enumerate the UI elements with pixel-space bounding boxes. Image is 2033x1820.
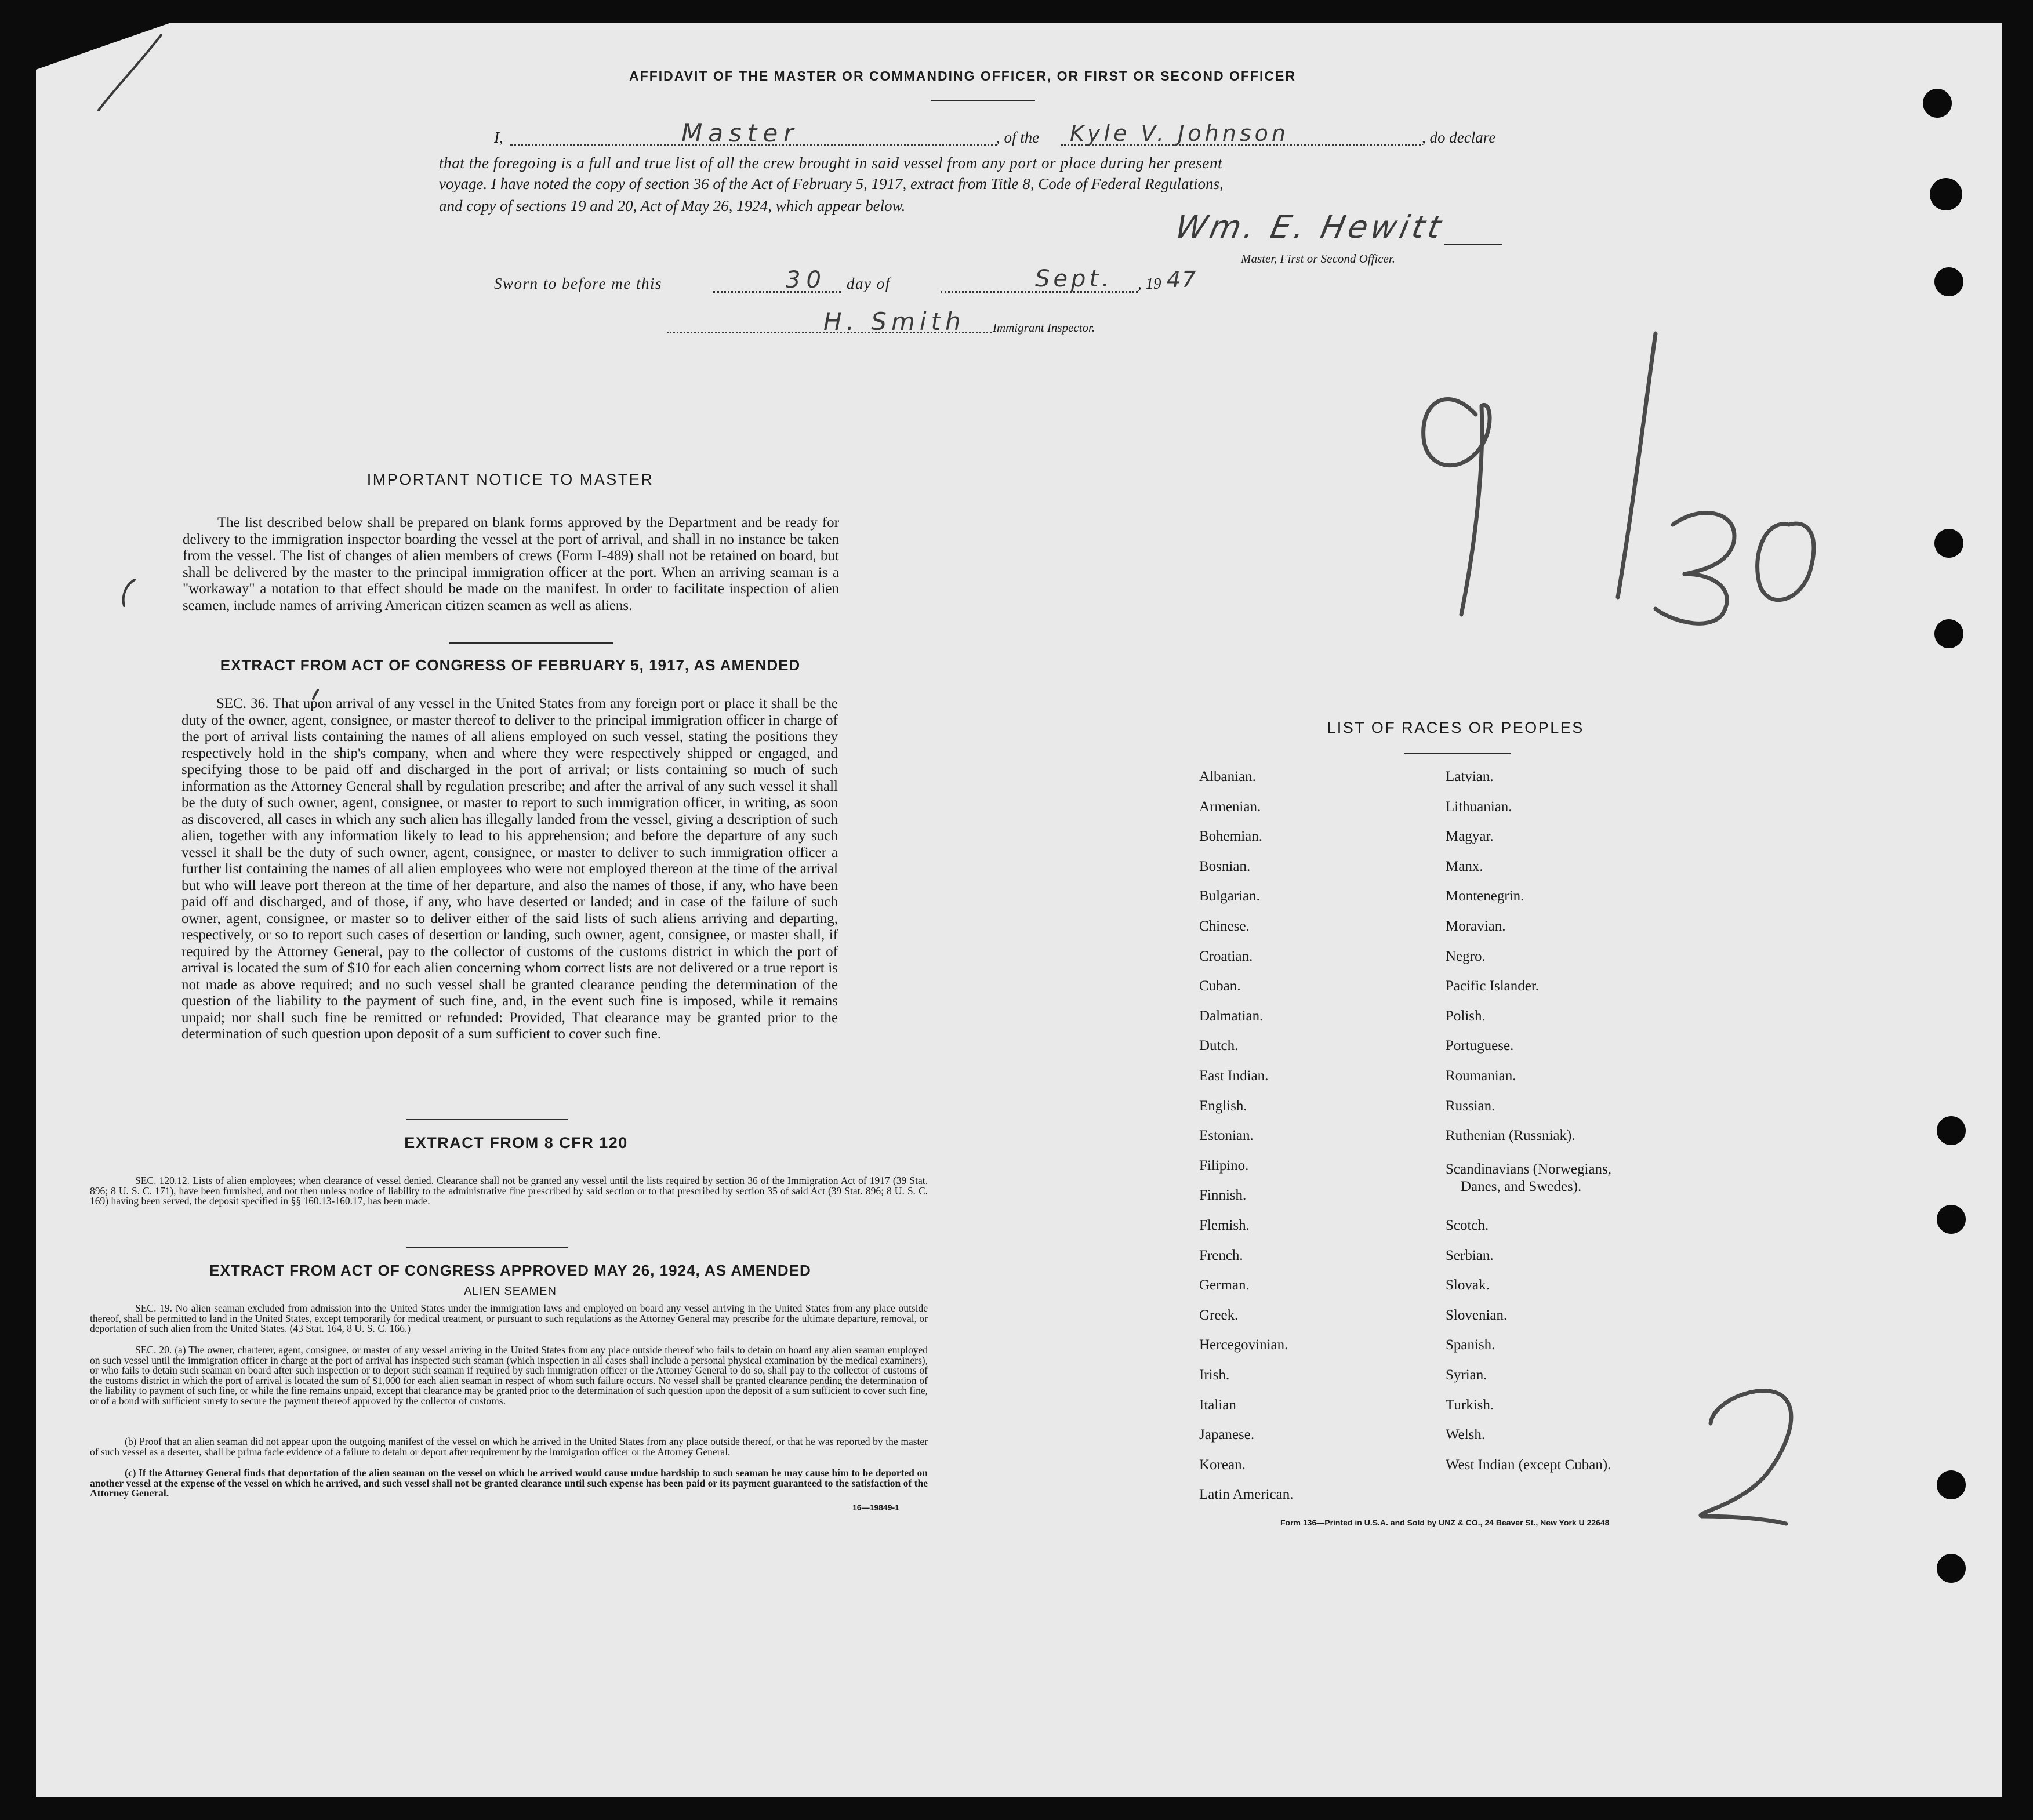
race-item: Slovak. [1446,1277,1490,1294]
race-item: Ruthenian (Russniak). [1446,1128,1575,1144]
extract1917-rule [406,1119,568,1120]
punch-hole [1934,529,1963,558]
punch-hole [1934,267,1963,296]
race-item: Roumanian. [1446,1068,1516,1084]
race-item: Bulgarian. [1199,888,1260,904]
race-item: Magyar. [1446,829,1494,845]
notice-rule [449,642,613,644]
race-item: Manx. [1446,858,1483,874]
sworn-day-field: 30 [786,267,827,293]
extract1924-form-code: 16—19849-1 [852,1503,899,1512]
extract1924-subheading: ALIEN SEAMEN [464,1285,557,1298]
sworn-prefix: Sworn to before me this [494,275,662,292]
punch-hole [1937,1205,1966,1234]
race-item: Dutch. [1199,1038,1239,1054]
punch-hole [1937,1554,1966,1583]
of-the-label: , of the [996,129,1040,146]
extract1924-sec20b: (b) Proof that an alien seaman did not appear upon the outgoing manifest of the vessel on which he arrived in the United States from any place outside thereof, or that he was reported by the master of such vessel as a deserter, shall be prima facie evidence of a failure to detain or deport after requirement by the immigration officer or the Attorney General. [90,1436,928,1458]
race-item: Filipino. [1199,1157,1249,1174]
race-item: Finnish. [1199,1187,1247,1204]
extract-cfr-rule [406,1247,568,1248]
race-item: Russian. [1446,1098,1495,1114]
race-item: Montenegrin. [1446,888,1524,904]
race-item: Moravian. [1446,918,1506,934]
race-item: Italian [1199,1397,1236,1413]
race-item: Turkish. [1446,1397,1494,1413]
race-item: Scandinavians (Norwegians, [1446,1161,1612,1177]
race-item: Greek. [1199,1307,1239,1323]
punch-hole [1934,619,1963,648]
race-item: Hercegovinian. [1199,1337,1288,1353]
race-item: Latvian. [1446,769,1494,784]
race-item: Pacific Islander. [1446,978,1540,994]
race-item: West Indian (except Cuban). [1446,1456,1611,1473]
affidavit-body-line3: voyage. I have noted the copy of section 36 of the Act of February 5, 1917, extract from Title 8, Code of Federal Regulations, [439,175,1224,192]
race-item: Polish. [1446,1008,1486,1024]
affidavit-heading: AFFIDAVIT OF THE MASTER OR COMMANDING OFFICER, OR FIRST OR SECOND OFFICER [629,68,1296,83]
inspector-signature: H. Smith [823,307,965,336]
affidavit-body-line4: and copy of sections 19 and 20, Act of May 26, 1924, which appear below. [439,197,906,215]
notice-heading: IMPORTANT NOTICE TO MASTER [366,471,654,488]
race-item: Armenian. [1199,798,1261,815]
races-heading: LIST OF RACES OR PEOPLES [1327,719,1584,736]
extract1924-heading: EXTRACT FROM ACT OF CONGRESS APPROVED MAY 26, 1924, AS AMENDED [209,1262,811,1279]
master-signature: Wm. E. Hewitt [1172,209,1448,245]
race-item: Flemish. [1199,1218,1250,1233]
extract1924-sec20a: SEC. 20. (a) The owner, charterer, agent, consignee, or master of any vessel arriving in the United States from any place outside thereof who fails to detain on board any alien seaman employed on such vessel until the immigration officer in charge at the port of arrival has inspected such seaman (which inspection in all cases shall include a personal physical examination by the medical examiners), or who fails to detain such seaman on board after such inspection or to deport such seaman if required by such immigration officer or the Attorney General to do so, shall pay to the collector of customs of the customs district in which the port of arrival is located the sum of $1,000 for each alien seaman in respect of whom such failure occurs. No vessel shall be granted clearance pending the determination of the liability to payment of such fine, or while the fine remains unpaid, except that clearance may be granted prior to the determination of such question upon the deposit of a sum sufficient to cover such fine, or of a bond with sufficient surety to secure the payment thereof approved by the collector of customs. [90,1344,928,1407]
race-item: Spanish. [1446,1337,1495,1353]
race-item: Irish. [1199,1367,1230,1383]
race-item: Serbian. [1446,1247,1494,1263]
inspector-caption: Immigrant Inspector. [993,321,1095,335]
race-item: Chinese. [1199,918,1250,934]
extract1924-sec20c: (c) If the Attorney General finds that deportation of the alien seaman on the vessel on which he arrived would cause undue hardship to such seaman he may cause him to be deported on another vessel at the expense of the vessel on which he arrived, and such vessel shall not be granted clearance until such expense has been paid or its payment guaranteed to the satisfaction of the Attorney General. [90,1467,928,1499]
affidavit-prefix: I, [494,129,503,146]
race-item: Portuguese. [1446,1038,1514,1054]
race-item: Scotch. [1446,1218,1489,1233]
race-item: Negro. [1446,948,1486,964]
race-item-continuation: Danes, and Swedes). [1461,1179,1582,1194]
race-item: Lithuanian. [1446,798,1512,815]
sworn-month-field: Sept. [1035,266,1113,292]
do-declare-label: , do declare [1422,129,1496,146]
punch-hole [1937,1470,1966,1499]
extract1917-text: SEC. 36. That upon arrival of any vessel in the United States from any foreign port or place it shall be the duty of the owner, agent, consignee, or master thereof to deliver to the principal immigration officer in charge of the port of arrival lists containing the names of all aliens employed on such vessel, stating the positions they respectively hold in the ship's company, when and where they were respectively shipped or engaged, and specifying those to be paid off and discharged in the port of arrival; or lists containing so much of such information as the Attorney General shall by regulation prescribe; and after the arrival of any such vessel it shall be the duty of such owner, agent, consignee, or master to report to such immigration officer, in writing, as soon as discovered, all cases in which any such alien has illegally landed from the vessel, giving a description of such alien, together with any information likely to lead to his apprehension; and before the departure of any such vessel it shall be the duty of such owner, agent, consignee, or master to deliver to such immigration officer a further list containing the names of all alien employees who were not employed thereon at the time of the arrival but who will leave port thereon at the time of her departure, and also the names of those, if any, who have been paid off and discharged, and of those, if any, who have deserted or landed; and in case of the failure of such owner, agent, consignee, or master so to deliver either of the said lists of such aliens arriving and departing, respectively, or so to report such cases of desertion or landing, such owner, agent, consignee, or master shall, if required by the Attorney General, pay to the collector of customs of the customs district in which the port of arrival is located the sum of $10 for each alien concerning whom correct lists are not delivered or a true report is not made as above required; and no such vessel shall be granted clearance pending the determination of the question of the liability to the payment of such fine, and, in the event such fine is imposed, while it remains unpaid; nor shall such fine be remitted or refunded: Provided, That clearance may be granted prior to the determination of such question upon deposit of a sum sufficient to cover such fine. [181,696,838,1042]
race-item: East Indian. [1199,1068,1269,1084]
punch-hole [1937,1116,1966,1145]
race-item: German. [1199,1277,1250,1294]
race-item: Dalmatian. [1199,1008,1264,1024]
notice-text: The list described below shall be prepared on blank forms approved by the Department and be ready for delivery to the immigration inspector boarding the vessel at the port of arrival, and shall in no instance be taken from the vessel. The list of changes of alien members of crews (Form I-489) shall not be retained on board, but shall be delivered by the master to the principal immigration officer at the port. When an arriving seaman is a "workaway" a notation to that effect should be made on the manifest. In order to facilitate inspection of alien seamen, include names of arriving American citizen seamen as well as aliens. [183,515,839,613]
sworn-year-prefix: , 19 [1138,275,1161,292]
extract1917-heading: EXTRACT FROM ACT OF CONGRESS OF FEBRUARY 5, 1917, AS AMENDED [220,656,801,674]
signature-line [1444,244,1502,245]
punch-hole [1930,178,1962,210]
race-item: English. [1199,1098,1247,1114]
race-item: Syrian. [1446,1367,1487,1383]
punch-hole [1923,89,1952,118]
vessel-name-field: Kyle V. Johnson [1070,121,1289,146]
extract-cfr-heading: EXTRACT FROM 8 CFR 120 [404,1134,628,1151]
extract-cfr-text: SEC. 120.12. Lists of alien employees; when clearance of vessel denied. Clearance shall not be granted any vessel until the lists required by section 36 of the Immigration Act of 1917 (39 Stat. 896; 8 U. S. C. 171), have been furnished, and not then unless notice of liability to the administrative fine prescribed by said section or to that prescribed by section 35 of said Act (39 Stat. 896; 8 U. S. C. 169) having been served, the deposit specified in §§ 160.13-160.17, has been made. [90,1175,928,1207]
race-item: Estonian. [1199,1128,1254,1144]
extract1924-sec19: SEC. 19. No alien seaman excluded from admission into the United States under the immigration laws and employed on board any vessel arriving in the United States from any place outside thereof, shall be permitted to land in the United States, except temporarily for medical treatment, or pursuant to such regulations as the Attorney General may prescribe for the ultimate departure, removal, or deportation of such alien from the United States. (43 Stat. 164, 8 U. S. C. 166.) [90,1302,928,1334]
form-print-footer: Form 136—Printed in U.S.A. and Sold by UNZ & CO., 24 Beaver St., New York U 22648 [1280,1518,1610,1527]
race-item: Japanese. [1199,1427,1255,1443]
race-item: Cuban. [1199,978,1241,994]
race-item: Albanian. [1199,769,1256,784]
race-item: Korean. [1199,1456,1246,1473]
signature-caption: Master, First or Second Officer. [1241,252,1395,266]
affidavit-heading-rule [931,100,1035,101]
race-item: Slovenian. [1446,1307,1508,1323]
sworn-year-field: 47 [1167,267,1197,292]
race-item: French. [1199,1247,1243,1263]
race-item: Croatian. [1199,948,1253,964]
affidavit-body-line2: that the foregoing is a full and true list of all the crew brought in said vessel from any port or place during her present [439,154,1223,172]
races-rule [1404,753,1511,754]
race-item: Latin American. [1199,1487,1294,1503]
master-name-field: Master [681,119,800,147]
race-item: Bosnian. [1199,858,1251,874]
race-item: Welsh. [1446,1427,1486,1443]
race-item: Bohemian. [1199,829,1263,845]
sworn-day-of: day of [847,275,891,292]
